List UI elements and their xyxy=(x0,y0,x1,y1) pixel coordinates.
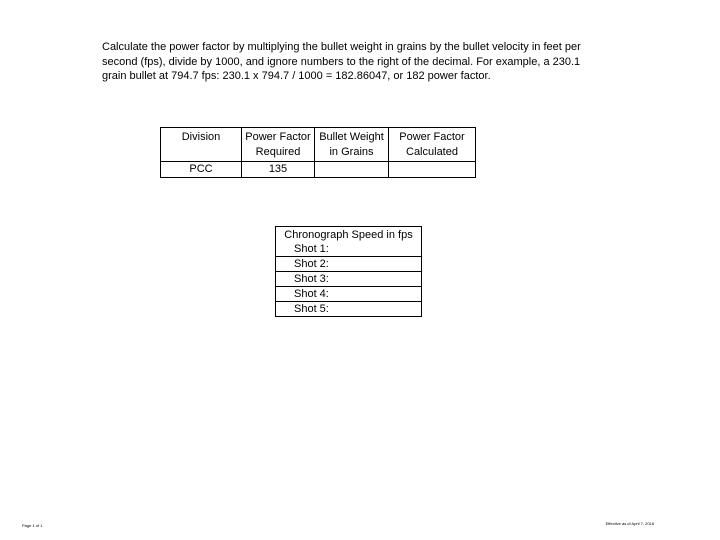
required-cell: 135 xyxy=(242,162,315,178)
required-header-line1: Power Factor xyxy=(245,131,311,143)
division-header xyxy=(161,128,242,162)
calculated-header-line2: Calculated xyxy=(406,145,458,158)
weight-header xyxy=(315,128,389,162)
weight-header-line1: Bullet Weight xyxy=(319,131,384,143)
chronograph-title: Chronograph Speed in fps xyxy=(276,227,422,243)
weight-header-line2: in Grains xyxy=(329,145,374,158)
shot-1-cell[interactable]: Shot 1: xyxy=(276,242,422,257)
shot-3-cell[interactable]: Shot 3: xyxy=(276,272,422,287)
shot-row[interactable] xyxy=(276,287,422,302)
chronograph-title-row xyxy=(276,227,422,243)
chronograph-table xyxy=(275,226,422,317)
calculated-header-line1: Power Factor xyxy=(399,131,465,143)
calculated-cell[interactable] xyxy=(389,162,476,178)
effective-date: Effective as of April 7, 2018 xyxy=(605,521,654,526)
instructions-text xyxy=(102,40,602,84)
shot-2-cell[interactable]: Shot 2: xyxy=(276,257,422,272)
power-factor-header-row xyxy=(161,128,476,162)
instructions-line: grain bullet at 794.7 fps: 230.1 x 794.7 / 1000 = 182.86047, or 182 power factor. xyxy=(102,70,491,82)
shot-4-cell[interactable]: Shot 4: xyxy=(276,287,422,302)
calculated-header xyxy=(389,128,476,162)
instructions-line: second (fps), divide by 1000, and ignore numbers to the right of the decimal. For example, a 230.1 xyxy=(102,55,581,68)
power-factor-table xyxy=(160,127,476,178)
required-header xyxy=(242,128,315,162)
shot-row[interactable] xyxy=(276,257,422,272)
power-factor-data-row xyxy=(161,162,476,178)
required-header-line2: Required xyxy=(255,145,301,158)
instructions-line: Calculate the power factor by multiplying the bullet weight in grains by the bullet velocity in feet per xyxy=(102,41,581,53)
shot-row[interactable] xyxy=(276,272,422,287)
page-number: Page 1 of 1 xyxy=(22,523,43,528)
shot-row[interactable] xyxy=(276,242,422,257)
division-cell: PCC xyxy=(161,162,242,178)
shot-5-cell[interactable]: Shot 5: xyxy=(276,302,422,317)
shot-row[interactable] xyxy=(276,302,422,317)
bullet-weight-cell[interactable] xyxy=(315,162,389,178)
division-header-label: Division xyxy=(181,131,221,143)
